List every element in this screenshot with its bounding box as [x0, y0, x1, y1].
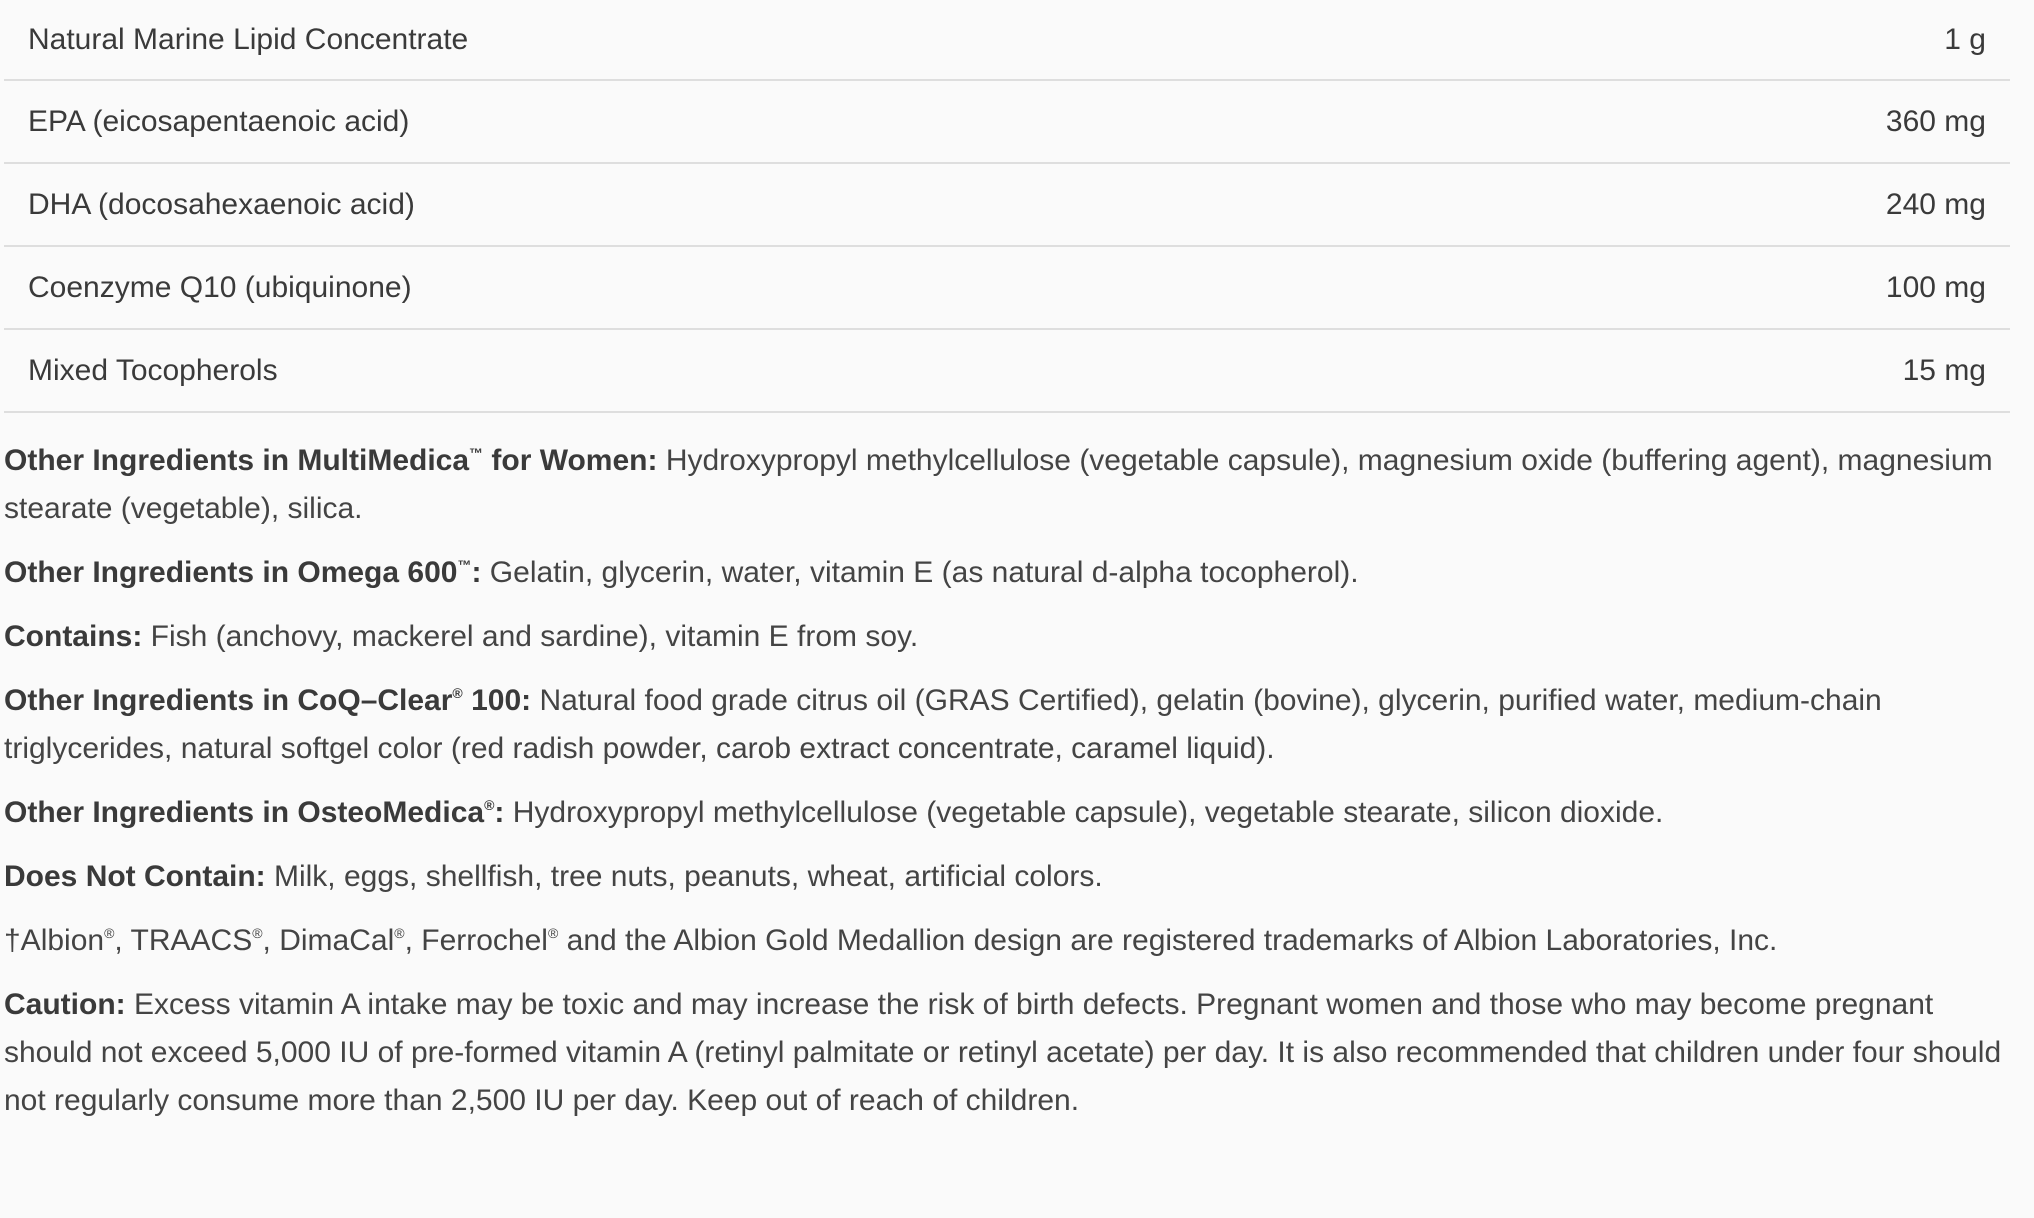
registered-mark: ®: [252, 925, 263, 941]
omega-ingredients-note: [4, 549, 2004, 597]
note-label-text: Other Ingredients in OsteoMedica: [4, 796, 485, 829]
registered-mark: ®: [394, 925, 405, 941]
note-label: [4, 444, 657, 477]
note-text: Hydroxypropyl methylcellulose (vegetable capsule), magnesium oxide (buffering agent), magnesium stearate (vegetable), silica.: [4, 444, 1993, 525]
note-text: Milk, eggs, shellfish, tree nuts, peanuts, wheat, artificial colors.: [265, 860, 1103, 893]
note-text: Natural food grade citrus oil (GRAS Certified), gelatin (bovine), glycerin, purified water, medium-chain triglycerides, natural softgel color (red radish powder, carob extract concentrate, caramel liquid).: [4, 684, 1882, 765]
note-text: Excess vitamin A intake may be toxic and may increase the risk of birth defects. Pregnant women and those who may become pregnant should not exceed 5,000 IU of pre-formed vitamin A (retinyl palmitate or retinyl acetate) per day. It is also recommended that children under four should not regularly consume more than 2,500 IU per day. Keep out of reach of children.: [4, 988, 2002, 1117]
ingredient-name: Natural Marine Lipid Concentrate: [4, 0, 1543, 80]
ingredient-name: EPA (eicosapentaenoic acid): [4, 80, 1543, 163]
ingredient-name: Coenzyme Q10 (ubiquinone): [4, 246, 1543, 329]
note-text: Fish (anchovy, mackerel and sardine), vitamin E from soy.: [142, 620, 919, 653]
note-label: Caution:: [4, 988, 126, 1021]
note-text: and the Albion Gold Medallion design are registered trademarks of Albion Laboratories, Inc.: [558, 924, 1778, 957]
multimedica-ingredients-note: [4, 437, 2004, 533]
trademark-note: [4, 917, 2004, 965]
contains-note: [4, 613, 2004, 661]
note-label: Contains:: [4, 620, 143, 653]
osteomedica-ingredients-note: [4, 789, 2004, 837]
registered-mark: ®: [452, 685, 463, 701]
ingredient-name: Mixed Tocopherols: [4, 329, 1543, 412]
ingredient-name: DHA (docosahexaenoic acid): [4, 163, 1543, 246]
registered-mark: ®: [547, 925, 559, 941]
note-label: [4, 796, 504, 829]
ingredient-amount: 1 g: [1543, 0, 2010, 80]
note-label: [4, 684, 531, 717]
table-row: [4, 329, 2010, 412]
ingredient-amount: 240 mg: [1543, 163, 2010, 246]
table-row: [4, 246, 2010, 329]
note-text: Hydroxypropyl methylcellulose (vegetable capsule), vegetable stearate, silicon dioxide.: [504, 796, 1664, 829]
does-not-contain-note: [4, 853, 2004, 901]
note-label-text: for Women:: [483, 444, 658, 477]
note-text: , DimaCal: [262, 924, 395, 957]
caution-note: [4, 981, 2004, 1125]
note-text: , TRAACS: [114, 924, 253, 957]
table-row: [4, 0, 2010, 80]
trademark-mark: ™: [469, 445, 484, 461]
note-text: †Albion: [4, 924, 105, 957]
trademark-mark: ™: [457, 557, 472, 573]
note-label-text: 100:: [462, 684, 532, 717]
note-label-text: Other Ingredients in CoQ–Clear: [4, 684, 453, 717]
ingredient-amount: 15 mg: [1543, 329, 2010, 412]
note-text: Gelatin, glycerin, water, vitamin E (as natural d-alpha tocopherol).: [481, 556, 1359, 589]
registered-mark: ®: [104, 925, 115, 941]
note-text: , Ferrochel: [404, 924, 548, 957]
supplement-facts-table: [4, 0, 2010, 413]
table-row: [4, 163, 2010, 246]
ingredient-amount: 100 mg: [1543, 246, 2010, 329]
registered-mark: ®: [484, 797, 495, 813]
note-label-text: :: [471, 556, 482, 589]
coq-clear-ingredients-note: [4, 677, 2004, 773]
ingredient-amount: 360 mg: [1543, 80, 2010, 163]
note-label-text: Other Ingredients in Omega 600: [4, 556, 458, 589]
ingredient-notes: [4, 437, 2004, 1125]
note-label: Does Not Contain:: [4, 860, 266, 893]
note-label: [4, 556, 481, 589]
note-label-text: :: [494, 796, 505, 829]
table-row: [4, 80, 2010, 163]
note-label-text: Other Ingredients in MultiMedica: [4, 444, 470, 477]
